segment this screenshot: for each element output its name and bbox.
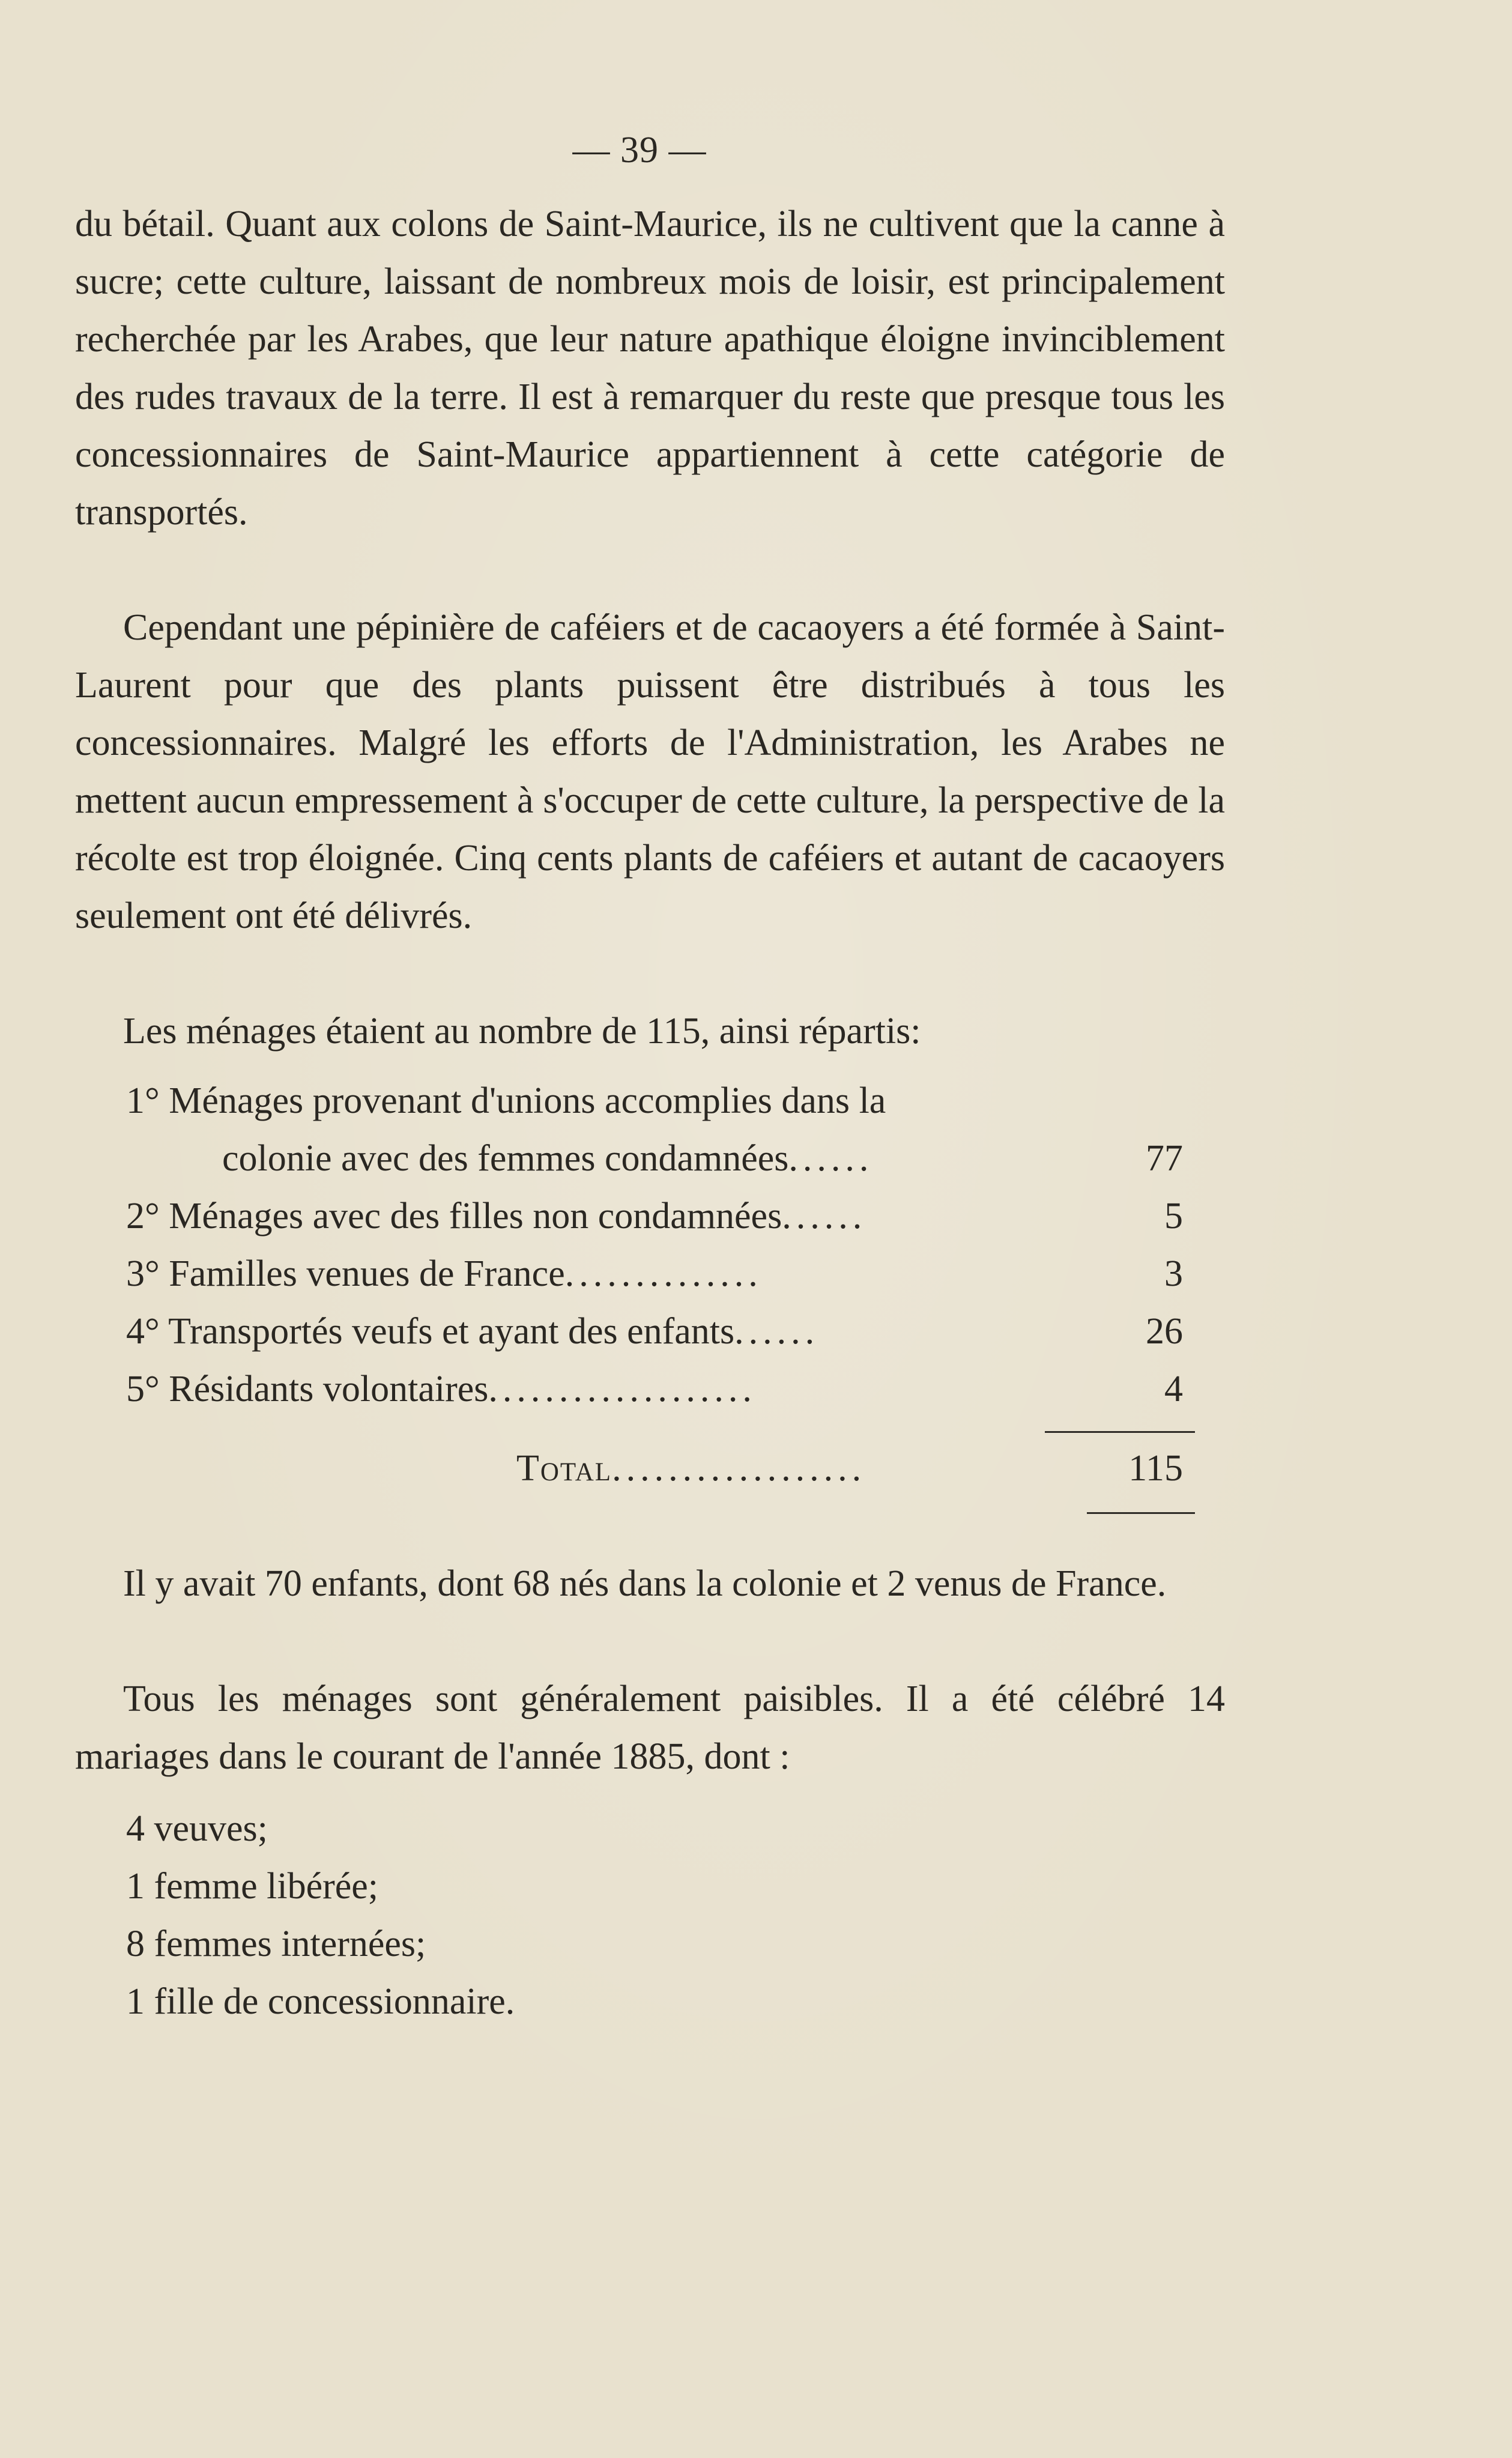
total-label (516, 1439, 1045, 1497)
list-item: 8 femmes internées; (126, 1924, 426, 1964)
row-label-text: 2° Ménages avec des filles non condamnées (126, 1196, 782, 1237)
paragraph-text: Il y avait 70 enfants, dont 68 nés dans la colonie et 2 venus de France. (123, 1563, 1167, 1604)
dot-leader: .................. (612, 1448, 866, 1489)
dot-leader: ...... (734, 1311, 820, 1352)
row-value: 4 (1164, 1369, 1183, 1409)
paragraph-text: du bétail. Quant aux colons de Saint-Maurice, ils ne cultivent que la canne à sucre; cette culture, laissant de nombreux mois de loisir, est principalement recherchée par les Arabes, que leur nature apathique éloigne invinciblement des rudes travaux de la terre. Il est à remarquer du reste que presque tous les concessionnaires de Saint-Maurice appartiennent à cette catégorie de transportés. (75, 204, 1225, 533)
paragraph-text: Tous les ménages sont généralement paisibles. Il a été célébré 14 mariages dans le courant de l'année 1885, dont : (75, 1679, 1225, 1777)
list-item: 1 fille de concessionnaire. (126, 1981, 515, 2022)
table-row (0, 1360, 1512, 1418)
row-label (126, 1245, 1045, 1303)
dot-leader: ...... (782, 1196, 867, 1237)
row-value: 3 (1164, 1253, 1183, 1294)
list-item: 4 veuves; (126, 1808, 268, 1849)
paragraph-1 (75, 195, 1225, 541)
row-value: 26 (1146, 1311, 1183, 1352)
table-row (0, 1187, 1512, 1245)
table-row (0, 1072, 1512, 1130)
table-row (0, 1303, 1512, 1360)
total-underline (1087, 1512, 1195, 1514)
sum-rule (1045, 1431, 1195, 1433)
row-value: 5 (1164, 1196, 1183, 1237)
paragraph-2 (75, 599, 1225, 945)
dot-leader: ................... (488, 1369, 757, 1409)
paragraph-text: Cependant une pépinière de caféiers et de cacaoyers a été formée à Saint-Laurent pour que des plants puissent être distribués à tous les concessionnaires. Malgré les efforts de l'Administration, les Arabes ne mettent aucun empressement à s'occuper de cette culture, la perspective de la récolte est trop éloignée. Cinq cents plants de caféiers et autant de cacaoyers seulement ont été délivrés. (75, 607, 1225, 936)
list-item: 1 femme libérée; (126, 1866, 379, 1907)
row-label-text: 4° Transportés veufs et ayant des enfants (126, 1311, 735, 1352)
paragraph-5 (75, 1670, 1225, 1785)
marriages-list (126, 1800, 1207, 2030)
dot-leader: .............. (564, 1253, 763, 1294)
row-label: 1° Ménages provenant d'unions accomplies dans la (126, 1080, 886, 1121)
paragraph-3 (75, 1002, 1225, 1060)
row-label-text: colonie avec des femmes condamnées (222, 1138, 789, 1179)
total-value: 115 (1128, 1448, 1183, 1489)
row-label (126, 1187, 1045, 1245)
table-row (0, 1245, 1512, 1303)
row-label-text: 3° Familles venues de France (126, 1253, 565, 1294)
table-row (0, 1130, 1512, 1187)
total-label-text: Total (516, 1448, 612, 1489)
row-label (126, 1360, 1045, 1418)
table-total-row (0, 1439, 1512, 1497)
row-label (222, 1130, 1045, 1187)
paragraph-text: Les ménages étaient au nombre de 115, ainsi répartis: (123, 1011, 921, 1052)
page-number: — 39 — (572, 130, 707, 171)
row-label (126, 1303, 1045, 1360)
paragraph-4 (75, 1555, 1225, 1612)
dot-leader: ...... (788, 1138, 874, 1179)
row-value: 77 (1146, 1138, 1183, 1179)
row-label-text: 5° Résidants volontaires (126, 1369, 489, 1409)
